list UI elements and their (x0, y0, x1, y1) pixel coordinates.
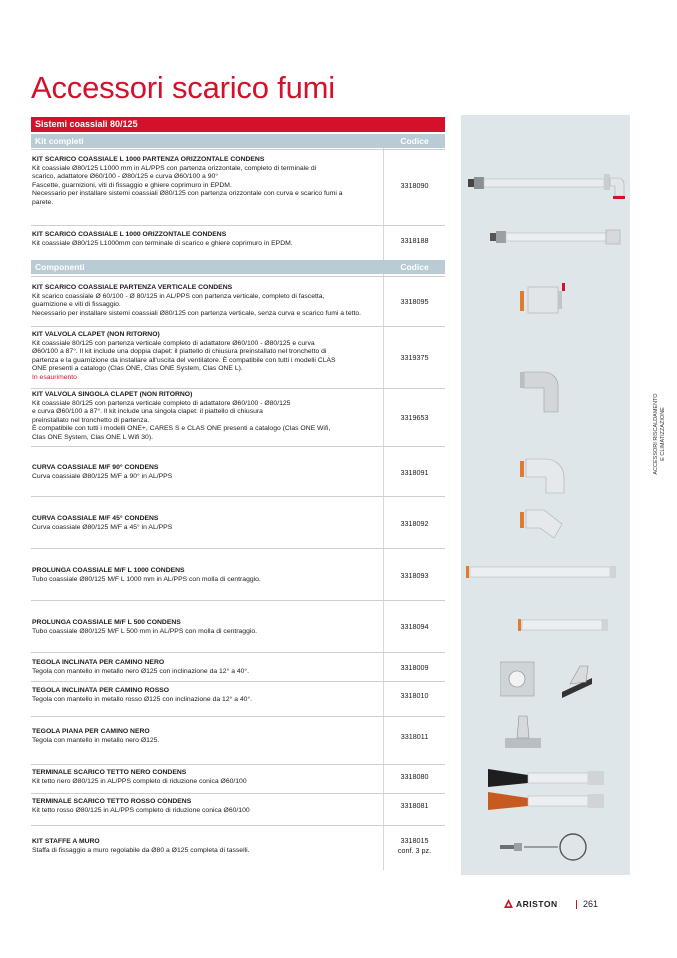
table-row (31, 825, 445, 871)
product-name: TERMINALE SCARICO TETTO NERO CONDENS (32, 769, 187, 776)
sidebar-label (653, 384, 667, 484)
clapet-kit-image (520, 362, 560, 414)
wall-bracket-image (500, 832, 592, 862)
product-name: TEGOLA INCLINATA PER CAMINO ROSSO (32, 687, 170, 694)
flat-roof-tile-image (505, 712, 541, 750)
desc-line: scarico, adattatore Ø60/100 - Ø80/125 e curva Ø60/100 a 90° (32, 173, 218, 181)
page-number: 261 (583, 899, 599, 909)
roof-terminal-black-image (488, 767, 608, 789)
row-description (32, 156, 382, 208)
page-title: Accessori scarico fumi (31, 70, 335, 105)
desc-line: Kit coassiale 80/125 con partenza verticale completo di adattatore Ø60/100 - Ø80/125 (32, 399, 291, 407)
table-row (31, 276, 445, 327)
table-row (31, 764, 445, 794)
row-description (32, 728, 382, 745)
desc-line: Kit coassiale Ø80/125 L1000 mm in AL/PPS con partenza orizzontale, completo di terminale di (32, 164, 317, 172)
table-row (31, 225, 445, 257)
desc-line: Tubo coassiale Ø80/125 M/F L 1000 mm in AL/PPS con molla di centraggio. (32, 575, 261, 583)
brand-name: ARISTON (516, 899, 558, 909)
table-header-components (31, 260, 445, 274)
footer-separator (576, 900, 577, 909)
desc-line: Staffa di fissaggio a muro regolabile da Ø80 a Ø125 completa di tasselli. (32, 846, 250, 854)
product-code: 3318188 (400, 236, 429, 245)
sidebar-line: ACCESSORI RISCALDAMENTO (653, 393, 659, 475)
desc-line: Fascette, guarnizioni, viti di fissaggio e ghiere coprimuro in EPDM. (32, 181, 232, 189)
vertical-kit-image (518, 283, 568, 317)
row-description (32, 331, 382, 383)
product-code: 3318092 (400, 519, 429, 528)
desc-line: È compatibile con tutti i modelli ONE+, CARES S e CLAS ONE presenti a catalogo (Clas ONE Wifi, (32, 425, 331, 433)
desc-line: e curva Ø60/100 a 87°. Il kit include una singola clapet: il piattello di chiusura (32, 408, 263, 416)
product-name: TEGOLA PIANA PER CAMINO NERO (32, 728, 150, 735)
row-description (32, 687, 382, 704)
product-name: KIT SCARICO COASSIALE PARTENZA VERTICALE CONDENS (32, 284, 233, 291)
product-name: KIT VALVOLA CLAPET (NON RITORNO) (32, 331, 160, 338)
desc-line: Kit coassiale 80/125 con partenza verticale completo di adattatore Ø60/100 - Ø80/125 e curva (32, 339, 315, 347)
product-name: TEGOLA INCLINATA PER CAMINO NERO (32, 659, 165, 666)
desc-line: Kit tetto rosso Ø80/125 in AL/PPS completo di riduzione conica Ø60/100 (32, 806, 250, 814)
sidebar-line: E CLIMATIZZAZIONE (660, 407, 666, 461)
ariston-logo-icon (504, 899, 513, 908)
product-code: 3318090 (400, 181, 429, 190)
table-row (31, 446, 445, 497)
header-code: Codice (400, 262, 429, 272)
elbow-45-image (520, 506, 568, 542)
product-name: TERMINALE SCARICO TETTO ROSSO CONDENS (32, 798, 192, 805)
header-code: Codice (400, 136, 429, 146)
table-row (31, 326, 445, 389)
product-name: CURVA COASSIALE M/F 90° CONDENS (32, 464, 159, 471)
section-bar: Sistemi coassiali 80/125 (31, 117, 445, 132)
table-row (31, 652, 445, 682)
desc-line: Ø60/100 a 87°. Il kit include una doppia clapet: il piattello di chiusura preinstallato nel tronchetto di (32, 348, 327, 356)
row-description (32, 231, 382, 248)
product-code: 3318095 (400, 297, 429, 306)
horizontal-kit-terminal-image (490, 227, 625, 247)
product-code: 3318091 (400, 468, 429, 477)
row-description (32, 619, 382, 636)
table-row (31, 496, 445, 549)
row-description (32, 391, 382, 443)
desc-line: Clas ONE System, Clas ONE L Wifi 30). (32, 433, 153, 441)
row-description (32, 567, 382, 584)
product-code: 3318093 (400, 571, 429, 580)
elbow-90-image (520, 455, 570, 495)
row-description (32, 769, 382, 786)
sidebar-category (653, 384, 671, 484)
desc-line: ONE presenti a catalogo (Clas ONE, Clas ONE System, Clas ONE L). (32, 365, 243, 373)
desc-line: Kit scarico coassiale Ø 60/100 - Ø 80/125 in AL/PPS con partenza verticale, completo di fascetta, (32, 292, 325, 300)
row-description (32, 464, 382, 481)
product-name: KIT VALVOLA SINGOLA CLAPET (NON RITORNO) (32, 391, 193, 398)
table-header-kits (31, 134, 445, 148)
desc-line: Curva coassiale Ø80/125 M/F a 90° in AL/PPS (32, 472, 173, 480)
product-name: KIT SCARICO COASSIALE L 1000 ORIZZONTALE CONDENS (32, 231, 227, 238)
product-code: 3318010 (400, 691, 429, 700)
table-row (31, 388, 445, 447)
roof-terminal-red-image (488, 790, 608, 812)
table-row (31, 716, 445, 765)
desc-line: parete. (32, 198, 54, 206)
product-name: KIT SCARICO COASSIALE L 1000 PARTENZA ORIZZONTALE CONDENS (32, 156, 265, 163)
product-code: 3319375 (400, 353, 429, 362)
desc-line: Kit tetto nero Ø80/125 in AL/PPS completo di riduzione conica Ø60/100 (32, 777, 247, 785)
row-description (32, 284, 382, 318)
desc-line: preinstallato nel tronchetto di partenza. (32, 416, 150, 424)
product-name: CURVA COASSIALE M/F 45° CONDENS (32, 515, 159, 522)
table-row (31, 600, 445, 653)
table-row (31, 149, 445, 226)
product-code: 3318011 (400, 732, 429, 741)
product-code: 3318094 (400, 622, 429, 631)
product-code: 3318080 (400, 772, 429, 781)
sloped-roof-tile-image (500, 660, 598, 698)
product-code: 3318081 (400, 801, 429, 810)
horizontal-kit-image (468, 168, 628, 200)
extension-500-image (518, 617, 610, 633)
header-label: Componenti (35, 262, 85, 272)
desc-line: Tegola con mantello in metallo rosso Ø125 con inclinazione da 12° a 40°. (32, 695, 253, 703)
desc-line: Tubo coassiale Ø80/125 M/F L 500 mm in AL/PPS con molla di centraggio. (32, 627, 258, 635)
product-name: PROLUNGA COASSIALE M/F L 500 CONDENS (32, 619, 181, 626)
table-row (31, 793, 445, 826)
product-code: 3319653 (400, 413, 429, 422)
table-row (31, 681, 445, 717)
desc-line: Necessario per installare sistemi coassiali Ø80/125 con partenza verticale, senza curva e scarico fumi a tetto. (32, 309, 362, 317)
header-label: Kit completi (35, 136, 84, 146)
row-description (32, 798, 382, 815)
desc-line: partenza e la guarnizione da installare all'uscita del ventilatore. È compatibile con tutti i modelli CLAS (32, 356, 336, 364)
table-row (31, 548, 445, 601)
desc-line: Kit coassiale Ø80/125 L1000mm con terminale di scarico e ghiere coprimuro in EPDM. (32, 239, 293, 247)
product-code: 3318009 (400, 663, 429, 672)
product-name: PROLUNGA COASSIALE M/F L 1000 CONDENS (32, 567, 185, 574)
desc-line: Curva coassiale Ø80/125 M/F a 45° in AL/PPS (32, 523, 173, 531)
desc-line: Necessario per installare sistemi coassiali Ø80/125 con partenza orizzontale con curva e scarico fumi a (32, 190, 343, 198)
status-note: In esaurimento (32, 373, 77, 381)
package-quantity: conf. 3 pz. (397, 846, 432, 855)
row-description (32, 659, 382, 676)
row-description (32, 515, 382, 532)
row-description (32, 838, 382, 855)
desc-line: Tegola con mantello in metallo nero Ø125. (32, 736, 160, 744)
product-name: KIT STAFFE A MURO (32, 838, 100, 845)
extension-1000-image (466, 564, 618, 580)
desc-line: Tegola con mantello in metallo nero Ø125 con inclinazione da 12° a 40°. (32, 667, 250, 675)
product-code: 3318015 (400, 836, 429, 845)
desc-line: guarnizione e viti di fissaggio. (32, 301, 121, 309)
